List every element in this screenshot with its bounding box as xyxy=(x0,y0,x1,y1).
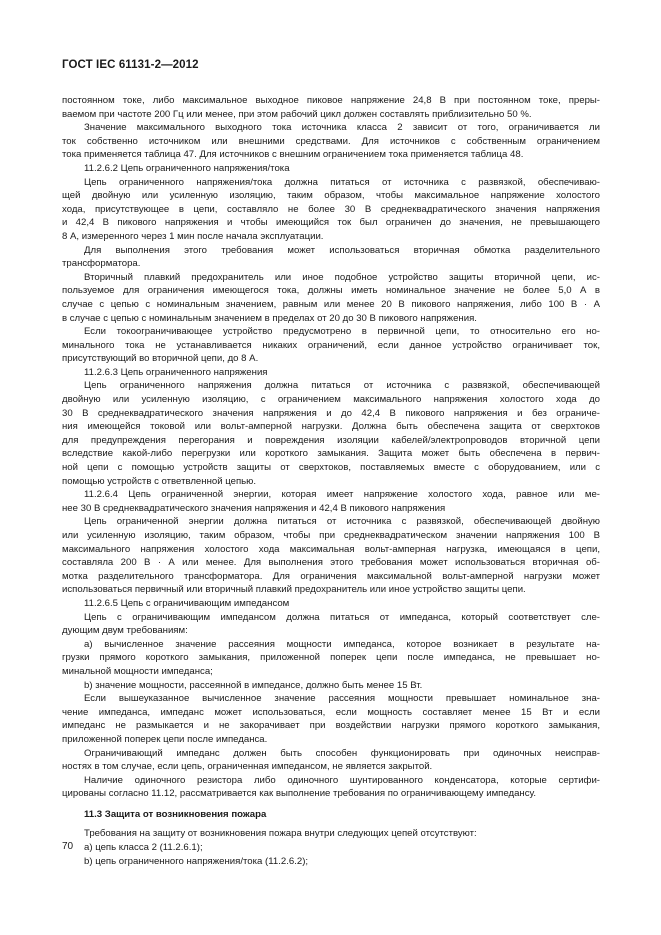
text-line: 8 А, измеренного через 1 мин после начала эксплуатации. xyxy=(62,230,324,242)
section-heading: 11.3 Защита от возникновения пожара xyxy=(84,808,267,820)
text-line: импеданс не размыкается и не закорачивает при воздействии нагрузки прямого короткого замыкания, xyxy=(62,720,600,732)
paragraph xyxy=(62,597,600,611)
paragraph xyxy=(62,515,600,597)
paragraph xyxy=(62,611,600,638)
text-line: для предупреждения перегорания и повреждения изоляции кабелей/электропроводов вторичной цепи xyxy=(62,434,600,446)
text-line: Цепь ограниченного напряжения должна питаться от источника с развязкой, обеспечивающей xyxy=(84,380,600,392)
paragraphs-after-section xyxy=(62,827,600,868)
text-line: пользуемое для ограничения имеющегося тока, должны иметь номинальное значение не более 5,0 А в xyxy=(62,285,600,297)
paragraph xyxy=(62,244,600,271)
text-line: присутствующий во вторичной цепи, до 8 А. xyxy=(62,353,259,365)
text-line: максимального напряжения холостого хода максимальная вольт-амперная нагрузка, имеющаяся в цепи, xyxy=(62,543,600,555)
text-line: Для выполнения этого требования может использоваться вторичная обмотка разделительного xyxy=(84,244,600,256)
text-line: трансформатора. xyxy=(62,258,141,270)
text-line: Если токоограничивающее устройство предусмотрено в первичной цепи, то относительно его но- xyxy=(84,326,600,338)
text-line: ния имеющейся токовой или вольт-амперной нагрузки. Должна быть обеспечена защита от сверхтоков xyxy=(62,421,600,433)
text-line: 11.2.6.4 Цепь ограниченной энергии, которая имеет напряжение холостого хода, равное или ме- xyxy=(84,489,600,501)
text-line: минального тока не устанавливается никаких ограничений, если данное устройство ограничивает ток, xyxy=(62,339,600,351)
text-line: и 42,4 В пикового напряжения и чтобы имеющийся ток был ограничен до значения, не превышающего xyxy=(62,217,600,229)
text-line: цированы согласно 11.12, рассматривается как выполнение требования по ограничивающему импедансу. xyxy=(62,788,537,800)
text-line: или усиленную изоляцию, таким образом, чтобы при среднеквадратическом значении напряжения 100 В xyxy=(62,530,600,541)
text-line: b) значение мощности, рассеянной в импедансе, должно быть менее 15 Вт. xyxy=(84,679,423,691)
document-header: ГОСТ IEC 61131-2—2012 xyxy=(62,59,199,71)
text-line: вследствие какой-либо перегрузки или короткого замыкания. Защита может быть обеспечена в первич- xyxy=(62,448,600,460)
text-line: использоваться первичный или вторичный плавкий предохранитель или иное устройство защиты цепи. xyxy=(62,584,526,596)
text-line: b) цепь ограниченного напряжения/тока (11.2.6.2); xyxy=(84,855,309,867)
text-line: нее 30 В среднеквадратического значения напряжения и 42,4 В пикового напряжения xyxy=(62,502,446,514)
text-line: минальной мощности импеданса; xyxy=(62,665,213,677)
paragraph xyxy=(62,841,600,855)
paragraph xyxy=(62,325,600,366)
paragraph xyxy=(62,747,600,774)
paragraph xyxy=(62,774,600,801)
text-line: 11.2.6.5 Цепь с ограничивающим импедансом xyxy=(84,597,290,609)
text-line: Если вышеуказанное вычисленное значение рассеяния мощности превышает номинальное зна- xyxy=(84,693,600,705)
paragraph xyxy=(62,827,600,841)
text-line: Цепь с ограничивающим импедансом должна питаться от импеданса, который соответствует сле- xyxy=(84,611,600,623)
text-line: ваемом при частоте 200 Гц или менее, при этом рабочий цикл должен составлять приблизительно 50 %. xyxy=(62,108,532,120)
text-line: чение импеданса, импеданс может использоваться, если мощность составляет менее 15 Вт и если xyxy=(62,706,600,718)
paragraph xyxy=(62,488,600,515)
text-line: ток собственно источником или внешними средствами. Для источников с собственным ограничением xyxy=(62,135,600,147)
text-line: Ограничивающий импеданс должен быть способен функционировать при одиночных неисправ- xyxy=(84,747,600,759)
text-line: Наличие одиночного резистора либо одиночного шунтированного конденсатора, которые сертифи- xyxy=(84,774,600,786)
paragraph xyxy=(62,692,600,746)
paragraph xyxy=(62,379,600,488)
paragraph xyxy=(62,121,600,162)
paragraph xyxy=(62,94,600,121)
text-line: a) цепь класса 2 (11.2.6.1); xyxy=(84,842,203,854)
text-line: составляла 200 В · А или менее. Для выполнения этого требования может использоваться вторичная об- xyxy=(62,557,600,569)
text-line: двойную или усиленную изоляцию, с ограничением максимального напряжения холостого хода до xyxy=(62,394,600,406)
text-line: Требования на защиту от возникновения пожара внутри следующих цепей отсутствуют: xyxy=(84,828,477,840)
text-line: тока применяется таблица 47. Для источников с внешним ограничением тока применяется таблица 48. xyxy=(62,149,524,161)
text-line: хода, присутствующее в цепи, составляло не более 30 В среднеквадратического значения напряжения xyxy=(62,203,600,215)
text-line: 30 В среднеквадратического значения напряжения и до 42,4 В пикового напряжения и без ограниче- xyxy=(62,407,600,419)
paragraph xyxy=(62,638,600,679)
text-line: Цепь ограниченной энергии должна питаться от источника с развязкой, обеспечивающей двойную xyxy=(84,516,600,528)
paragraph xyxy=(62,679,600,693)
paragraph xyxy=(62,162,600,176)
text-line: Цепь ограниченного напряжения/тока должна питаться от источника с развязкой, обеспечиваю- xyxy=(84,176,600,188)
paragraph xyxy=(62,176,600,244)
paragraph xyxy=(62,271,600,325)
document-body xyxy=(62,94,600,868)
text-line: постоянном токе, либо максимальное выходное пиковое напряжение 24,8 В при постоянном токе, преры- xyxy=(62,95,600,106)
text-line: грузки прямого короткого замыкания, приложенной поперек цепи после импеданса, не превышает но- xyxy=(62,652,600,664)
text-line: случае с цепью с номинальным значением, равным или менее 20 В пикового напряжения, либо 100 В · А xyxy=(62,298,600,310)
paragraphs-before-section xyxy=(62,94,600,801)
paragraph xyxy=(62,366,600,380)
text-line: a) вычисленное значение рассеяния мощности импеданса, которое возникает в результате на- xyxy=(84,638,600,650)
text-line: ной цепи с помощью устройств защиты от сверхтоков, поставляемых вместе с оборудованием, или с xyxy=(62,462,600,474)
paragraph xyxy=(62,855,600,869)
text-line: Вторичный плавкий предохранитель или иное подобное устройство защиты вторичной цепи, ис- xyxy=(84,271,600,283)
text-line: Значение максимального выходного тока источника класса 2 зависит от того, ограничивается ли xyxy=(84,122,600,134)
text-line: ностях в том случае, если цепь, ограниченная импедансом, не является закрытой. xyxy=(62,761,433,773)
text-line: приложенной поперек цепи после импеданса. xyxy=(62,733,268,745)
text-line: щей двойную или усиленную изоляцию, таким образом, чтобы максимальное напряжение холостого xyxy=(62,190,600,202)
text-line: дующим двум требованиям: xyxy=(62,625,188,637)
page-number: 70 xyxy=(62,841,74,852)
text-line: 11.2.6.3 Цепь ограниченного напряжения xyxy=(84,366,268,378)
text-line: в случае с цепью с номинальным значением в пределах от 20 до 30 В пикового напряжения. xyxy=(62,312,477,324)
text-line: мотка разделительного трансформатора. Для ограничения максимальной вольт-амперной нагрузки может xyxy=(62,570,600,582)
text-line: помощью устройств с ответвленной цепью. xyxy=(62,475,257,487)
text-line: 11.2.6.2 Цепь ограниченного напряжения/тока xyxy=(84,162,290,174)
